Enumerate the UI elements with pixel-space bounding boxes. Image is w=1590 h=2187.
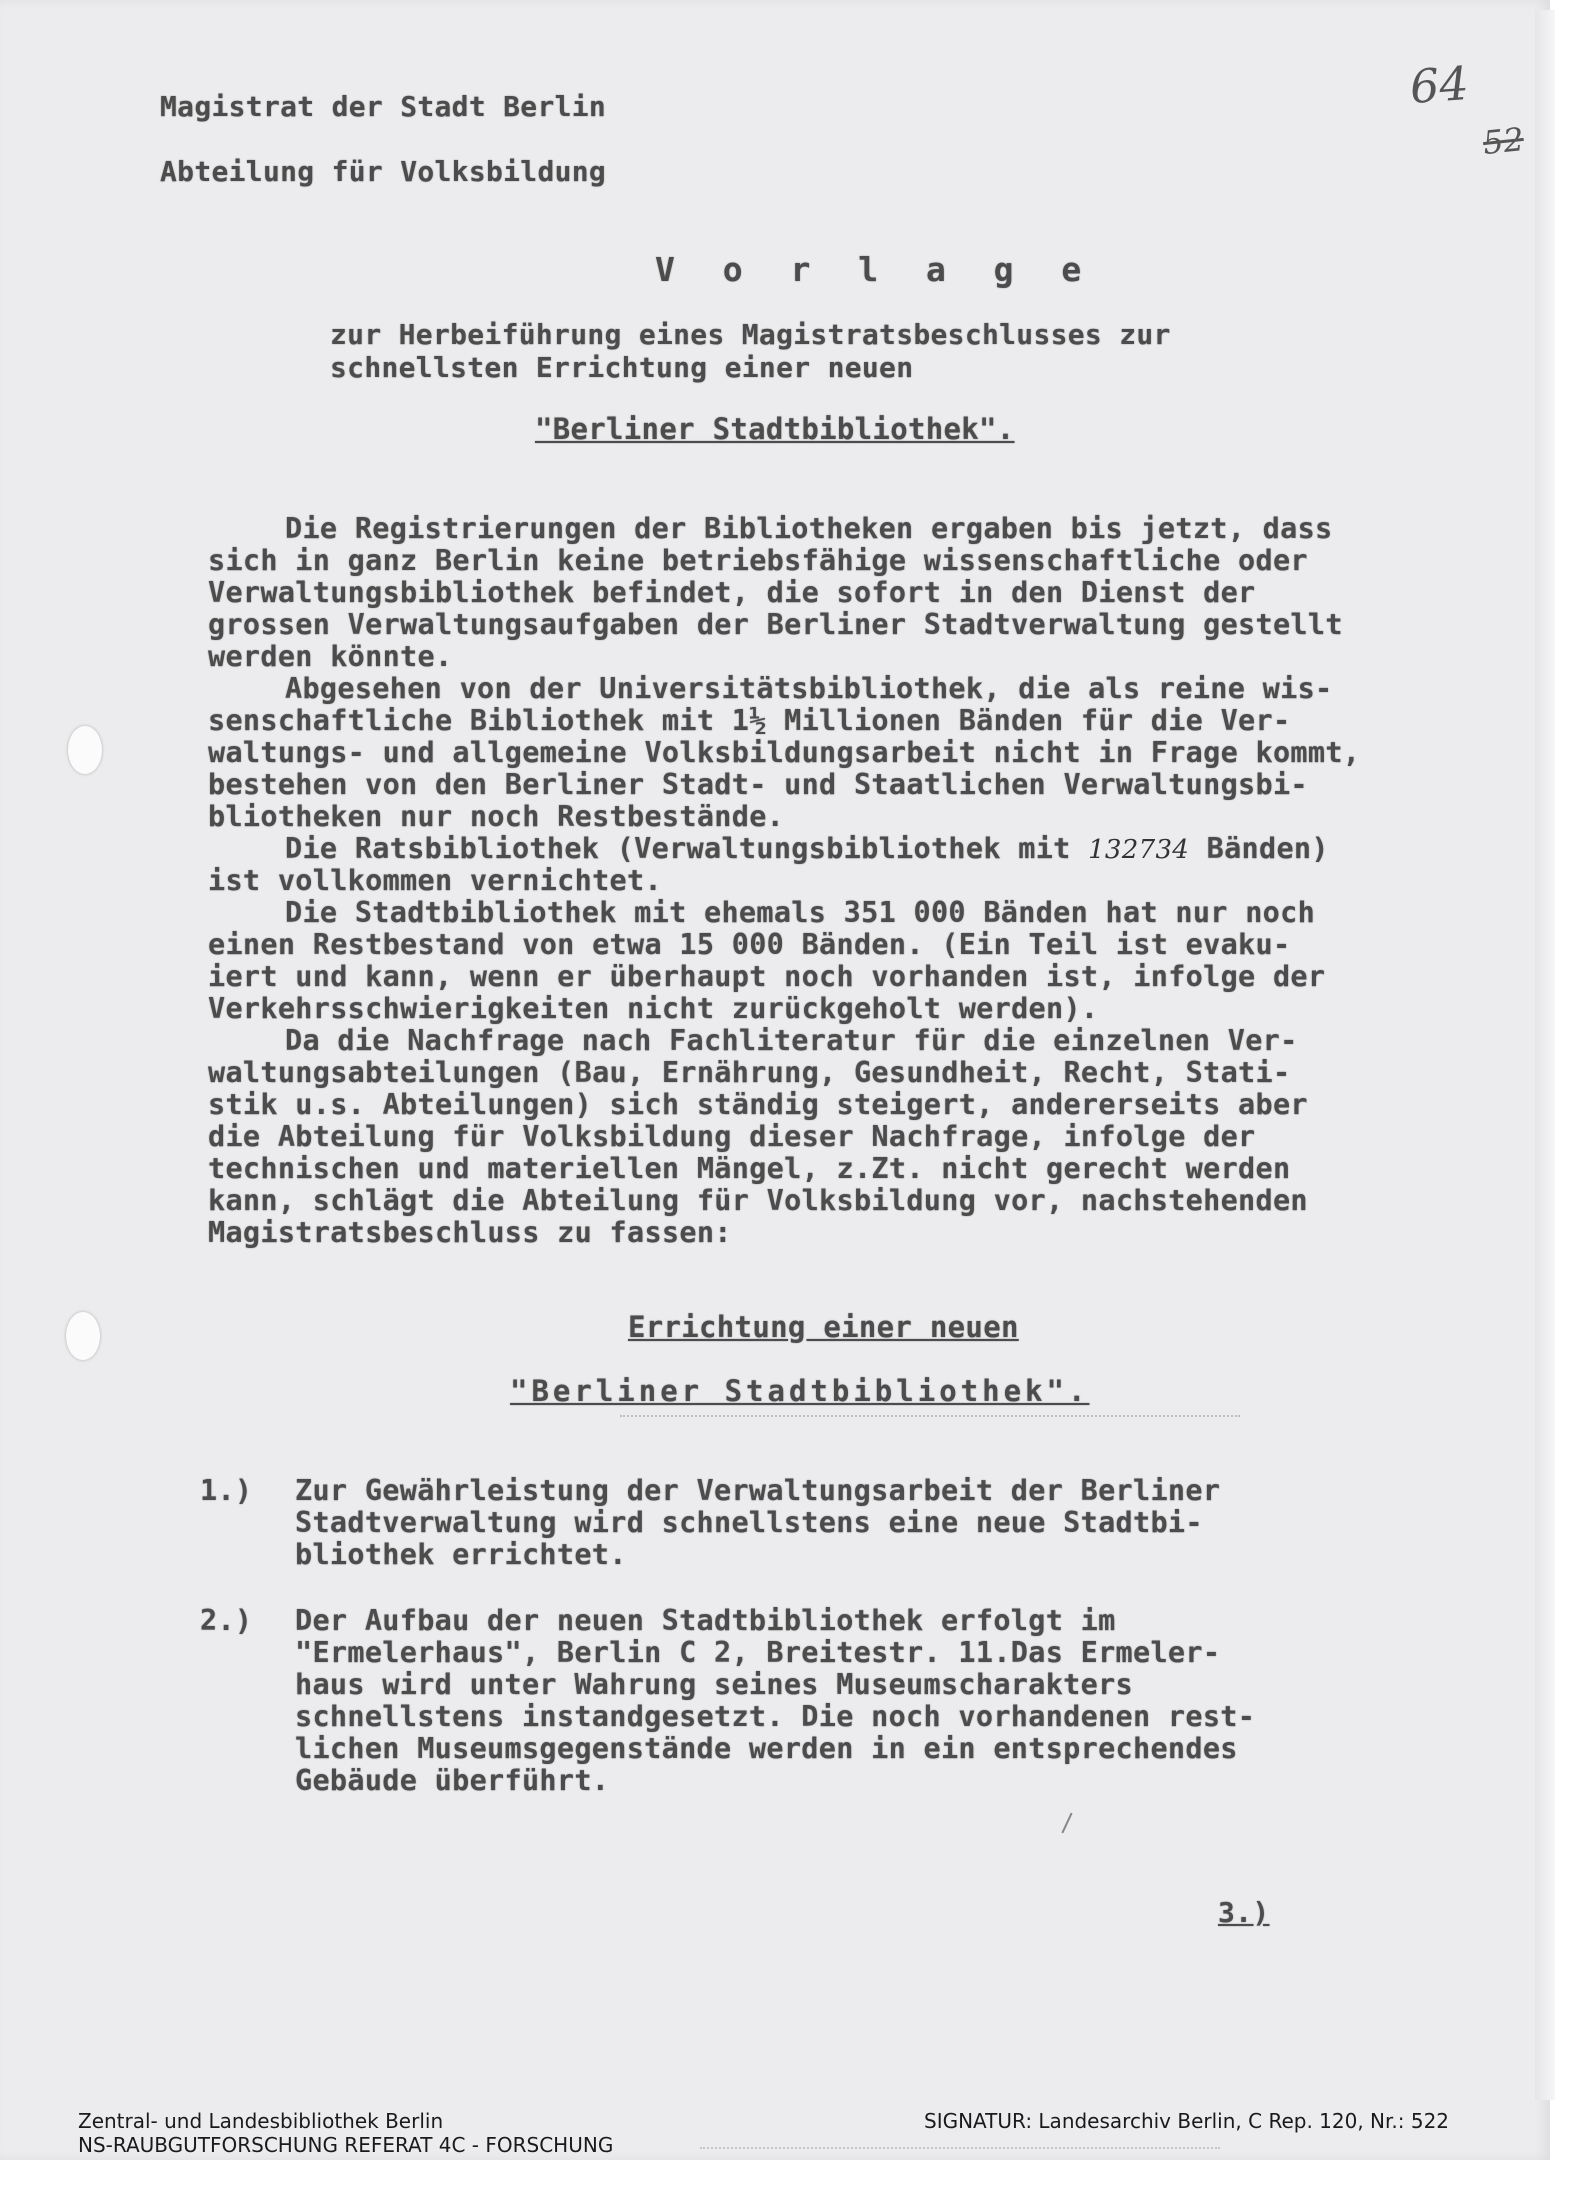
body-line-text: Die Ratsbibliothek (Verwaltungsbibliothek mit (285, 832, 1089, 865)
body-line: kann, schlägt die Abteilung für Volksbildung vor, nachstehenden (208, 1184, 1308, 1217)
body-line: die Abteilung für Volksbildung dieser Nachfrage, infolge der (208, 1120, 1256, 1153)
body-line: iert und kann, wenn er überhaupt noch vorhanden ist, infolge der (208, 960, 1326, 993)
item-line: Gebäude überführt. (295, 1764, 610, 1797)
body-line: grossen Verwaltungsaufgaben der Berliner Stadtverwaltung gestellt (208, 608, 1343, 641)
punch-hole (68, 726, 102, 774)
item-number: 1.) (200, 1474, 253, 1507)
body-line: einen Restbestand von etwa 15 000 Bänden. (Ein Teil ist evaku- (208, 928, 1291, 961)
body-line: Abgesehen von der Universitätsbibliothek, die als reine wis- (285, 672, 1333, 705)
page-edge (1535, 10, 1555, 2100)
folio-number: 64 (1408, 56, 1471, 114)
document-title: V o r l a g e (655, 250, 1096, 289)
item-line: Der Aufbau der neuen Stadtbibliothek erfolgt im (295, 1604, 1116, 1637)
subtitle-line: schnellsten Errichtung einer neuen (330, 351, 914, 384)
body-line: stik u.s. Abteilungen) sich ständig steigert, andererseits aber (208, 1088, 1308, 1121)
body-line: Die Registrierungen der Bibliotheken ergaben bis jetzt, dass (285, 512, 1333, 545)
body-line (285, 832, 1329, 865)
item-number: 2.) (200, 1604, 253, 1637)
body-line: Magistratsbeschluss zu fassen: (208, 1216, 732, 1249)
item-line: schnellstens instandgesetzt. Die noch vorhandenen rest- (295, 1700, 1256, 1733)
body-line: sich in ganz Berlin keine betriebsfähige wissenschaftliche oder (208, 544, 1308, 577)
item-line: "Ermelerhaus", Berlin C 2, Breitestr. 11.Das Ermeler- (295, 1636, 1221, 1669)
item-line: bliothek errichtet. (295, 1538, 627, 1571)
body-line-text: Bänden) (1189, 832, 1329, 865)
body-line: ist vollkommen vernichtet. (208, 864, 662, 897)
body-line: waltungsabteilungen (Bau, Ernährung, Gesundheit, Recht, Stati- (208, 1056, 1291, 1089)
body-line: bliotheken nur noch Restbestände. (208, 800, 785, 833)
handwritten-volume-count: 132734 (1088, 835, 1190, 865)
body-line: bestehen von den Berliner Stadt- und Staatlichen Verwaltungsbi- (208, 768, 1308, 801)
body-line: Verwaltungsbibliothek befindet, die sofort in den Dienst der (208, 576, 1256, 609)
subtitle-line: zur Herbeiführung eines Magistratsbeschlusses zur (330, 318, 1171, 351)
dotted-rule (620, 1415, 1240, 1417)
footer-institution: Zentral- und Landesbibliothek Berlin (78, 2109, 444, 2133)
item-line: Stadtverwaltung wird schnellstens eine neue Stadtbi- (295, 1506, 1203, 1539)
item-line: haus wird unter Wahrung seines Museumscharakters (295, 1668, 1134, 1701)
item-line: Zur Gewährleistung der Verwaltungsarbeit der Berliner (295, 1474, 1221, 1507)
item-line: lichen Museumsgegenstände werden in ein entsprechendes (295, 1732, 1238, 1765)
body-line: werden könnte. (208, 640, 453, 673)
authority-header: Magistrat der Stadt Berlin (160, 90, 607, 123)
body-line: waltungs- und allgemeine Volksbildungsarbeit nicht in Frage kommt, (208, 736, 1361, 769)
punch-hole (66, 1312, 100, 1360)
body-line: Da die Nachfrage nach Fachliteratur für die einzelnen Ver- (285, 1024, 1298, 1057)
subtitle-library-name: "Berliner Stadtbibliothek". (535, 412, 1015, 446)
continuation-marker: 3.) (1218, 1896, 1270, 1929)
department-header: Abteilung für Volksbildung (160, 155, 607, 188)
section-heading-library-name: "Berliner Stadtbibliothek". (510, 1374, 1090, 1408)
footer-department: NS-RAUBGUTFORSCHUNG REFERAT 4C - FORSCHUNG (78, 2133, 614, 2157)
old-folio-number: 52 (1481, 119, 1526, 163)
body-line: Die Stadtbibliothek mit ehemals 351 000 Bänden hat nur noch (285, 896, 1316, 929)
footer-signature: SIGNATUR: Landesarchiv Berlin, C Rep. 120, Nr.: 522 (924, 2109, 1450, 2133)
section-heading: Errichtung einer neuen (628, 1310, 1019, 1344)
dotted-rule (700, 2147, 1220, 2149)
body-line: Verkehrsschwierigkeiten nicht zurückgeholt werden). (208, 992, 1099, 1025)
body-line: technischen und materiellen Mängel, z.Zt. nicht gerecht werden (208, 1152, 1291, 1185)
body-line: senschaftliche Bibliothek mit 1½ Millionen Bänden für die Ver- (208, 704, 1291, 737)
